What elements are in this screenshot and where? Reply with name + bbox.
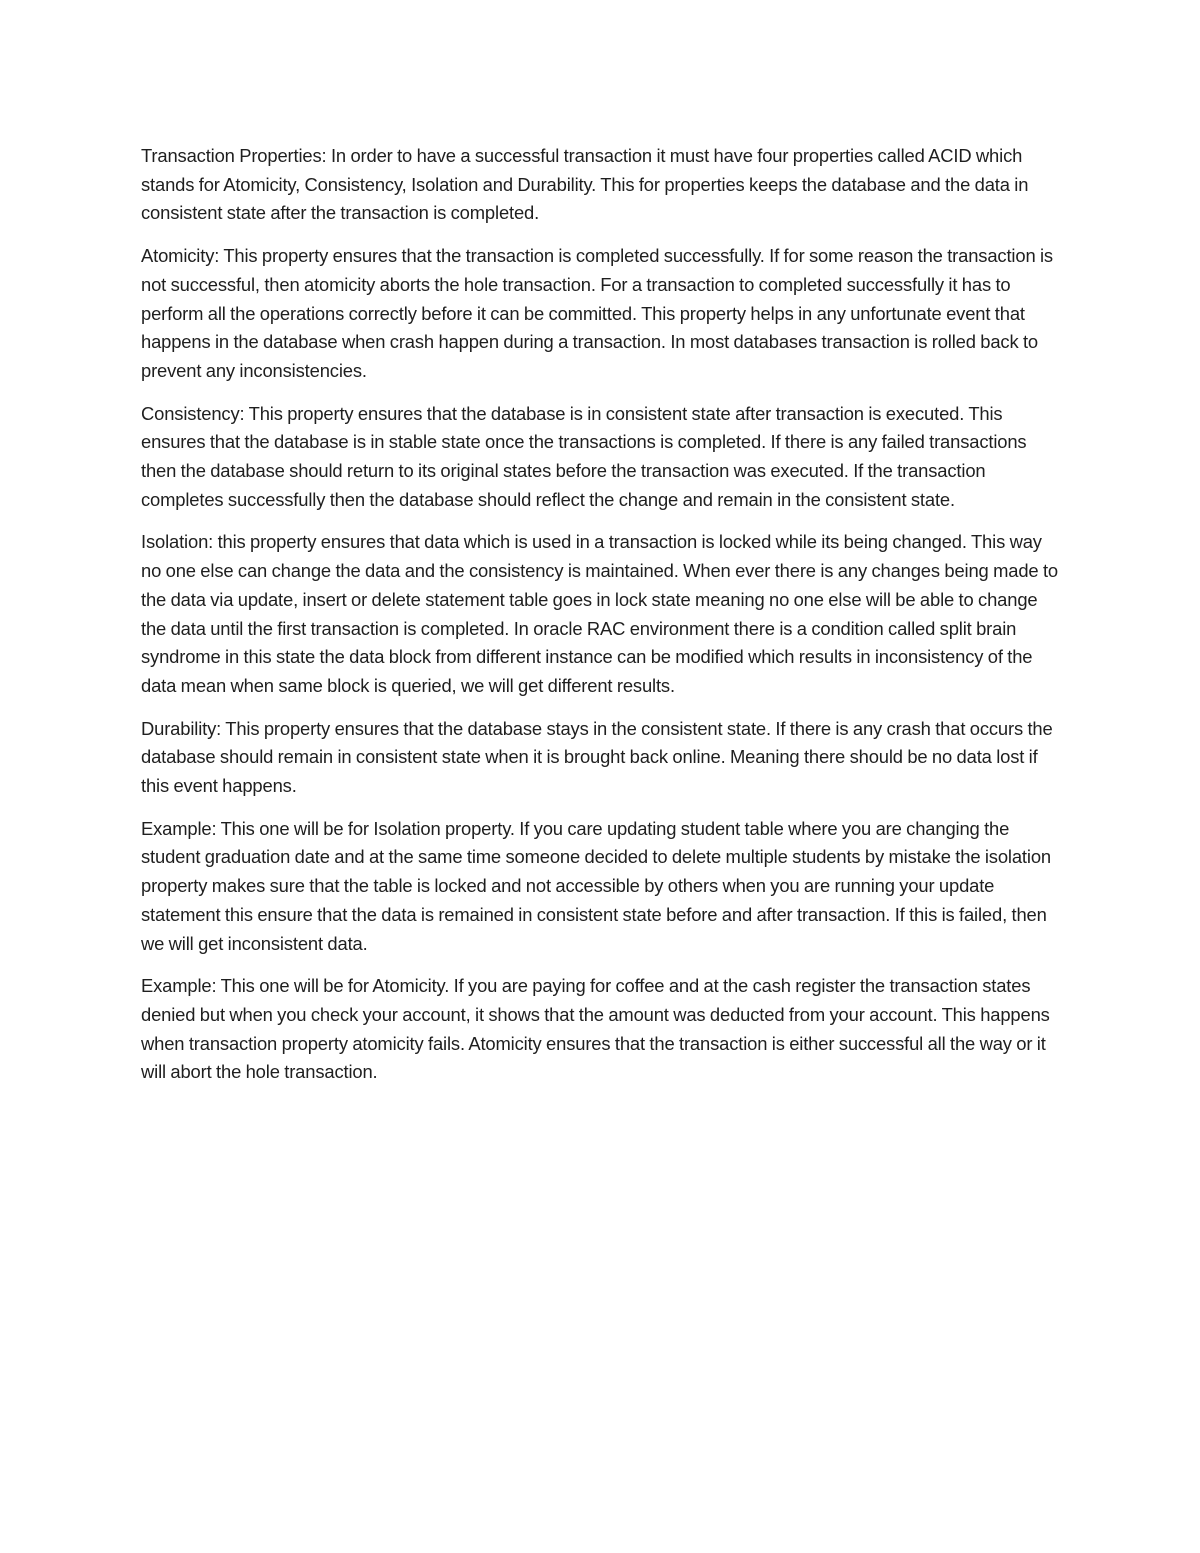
- paragraph-consistency: Consistency: This property ensures that the database is in consistent state after transaction is executed. This ensures that the database is in stable state once the transactions is completed. If there is any failed transactions then the database should return to its original states before the transaction was executed. If the transaction completes successfully then the database should reflect the change and remain in the consistent state.: [141, 402, 1027, 510]
- paragraph-isolation: Isolation: this property ensures that data which is used in a transaction is locked while its being changed. This way no one else can change the data and the consistency is maintained. When ever there is any changes being made to the data via update, insert or delete statement table goes in lock state meaning no one else will be able to change the data until the first transaction is completed. In oracle RAC environment there is a condition called split brain syndrome in this state the data block from different instance can be modified which results in inconsistency of the data mean when same block is queried, we will get different results.: [141, 531, 1058, 696]
- paragraph-example-isolation: Example: This one will be for Isolation property. If you care updating student table where you are changing the student graduation date and at the same time someone decided to delete multiple students by mistake the isolation property makes sure that the table is locked and not accessible by others when you are running your update statement this ensure that the data is remained in consistent state before and after transaction. If this is failed, then we will get inconsistent data.: [141, 817, 1051, 954]
- paragraph-durability: Durability: This property ensures that the database stays in the consistent state. If there is any crash that occurs the database should remain in consistent state when it is brought back online. Meaning there should be no data lost if this event happens.: [141, 717, 1053, 797]
- document-body: [141, 142, 1063, 1101]
- paragraph-atomicity: Atomicity: This property ensures that the transaction is completed successfully. If for some reason the transaction is not successful, then atomicity aborts the hole transaction. For a transaction to completed successfully it has to perform all the operations correctly before it can be committed. This property helps in any unfortunate event that happens in the database when crash happen during a transaction. In most databases transaction is rolled back to prevent any inconsistencies.: [141, 245, 1053, 381]
- paragraph-transaction-properties: Transaction Properties: In order to have a successful transaction it must have four properties called ACID which stands for Atomicity, Consistency, Isolation and Durability. This for properties keeps the database and the data in consistent state after the transaction is completed.: [141, 145, 1029, 224]
- paragraph-example-atomicity: Example: This one will be for Atomicity. If you are paying for coffee and at the cash register the transaction states denied but when you check your account, it shows that the amount was deducted from your account. This happens when transaction property atomicity fails. Atomicity ensures that the transaction is either successful all the way or it will abort the hole transaction.: [141, 975, 1050, 1083]
